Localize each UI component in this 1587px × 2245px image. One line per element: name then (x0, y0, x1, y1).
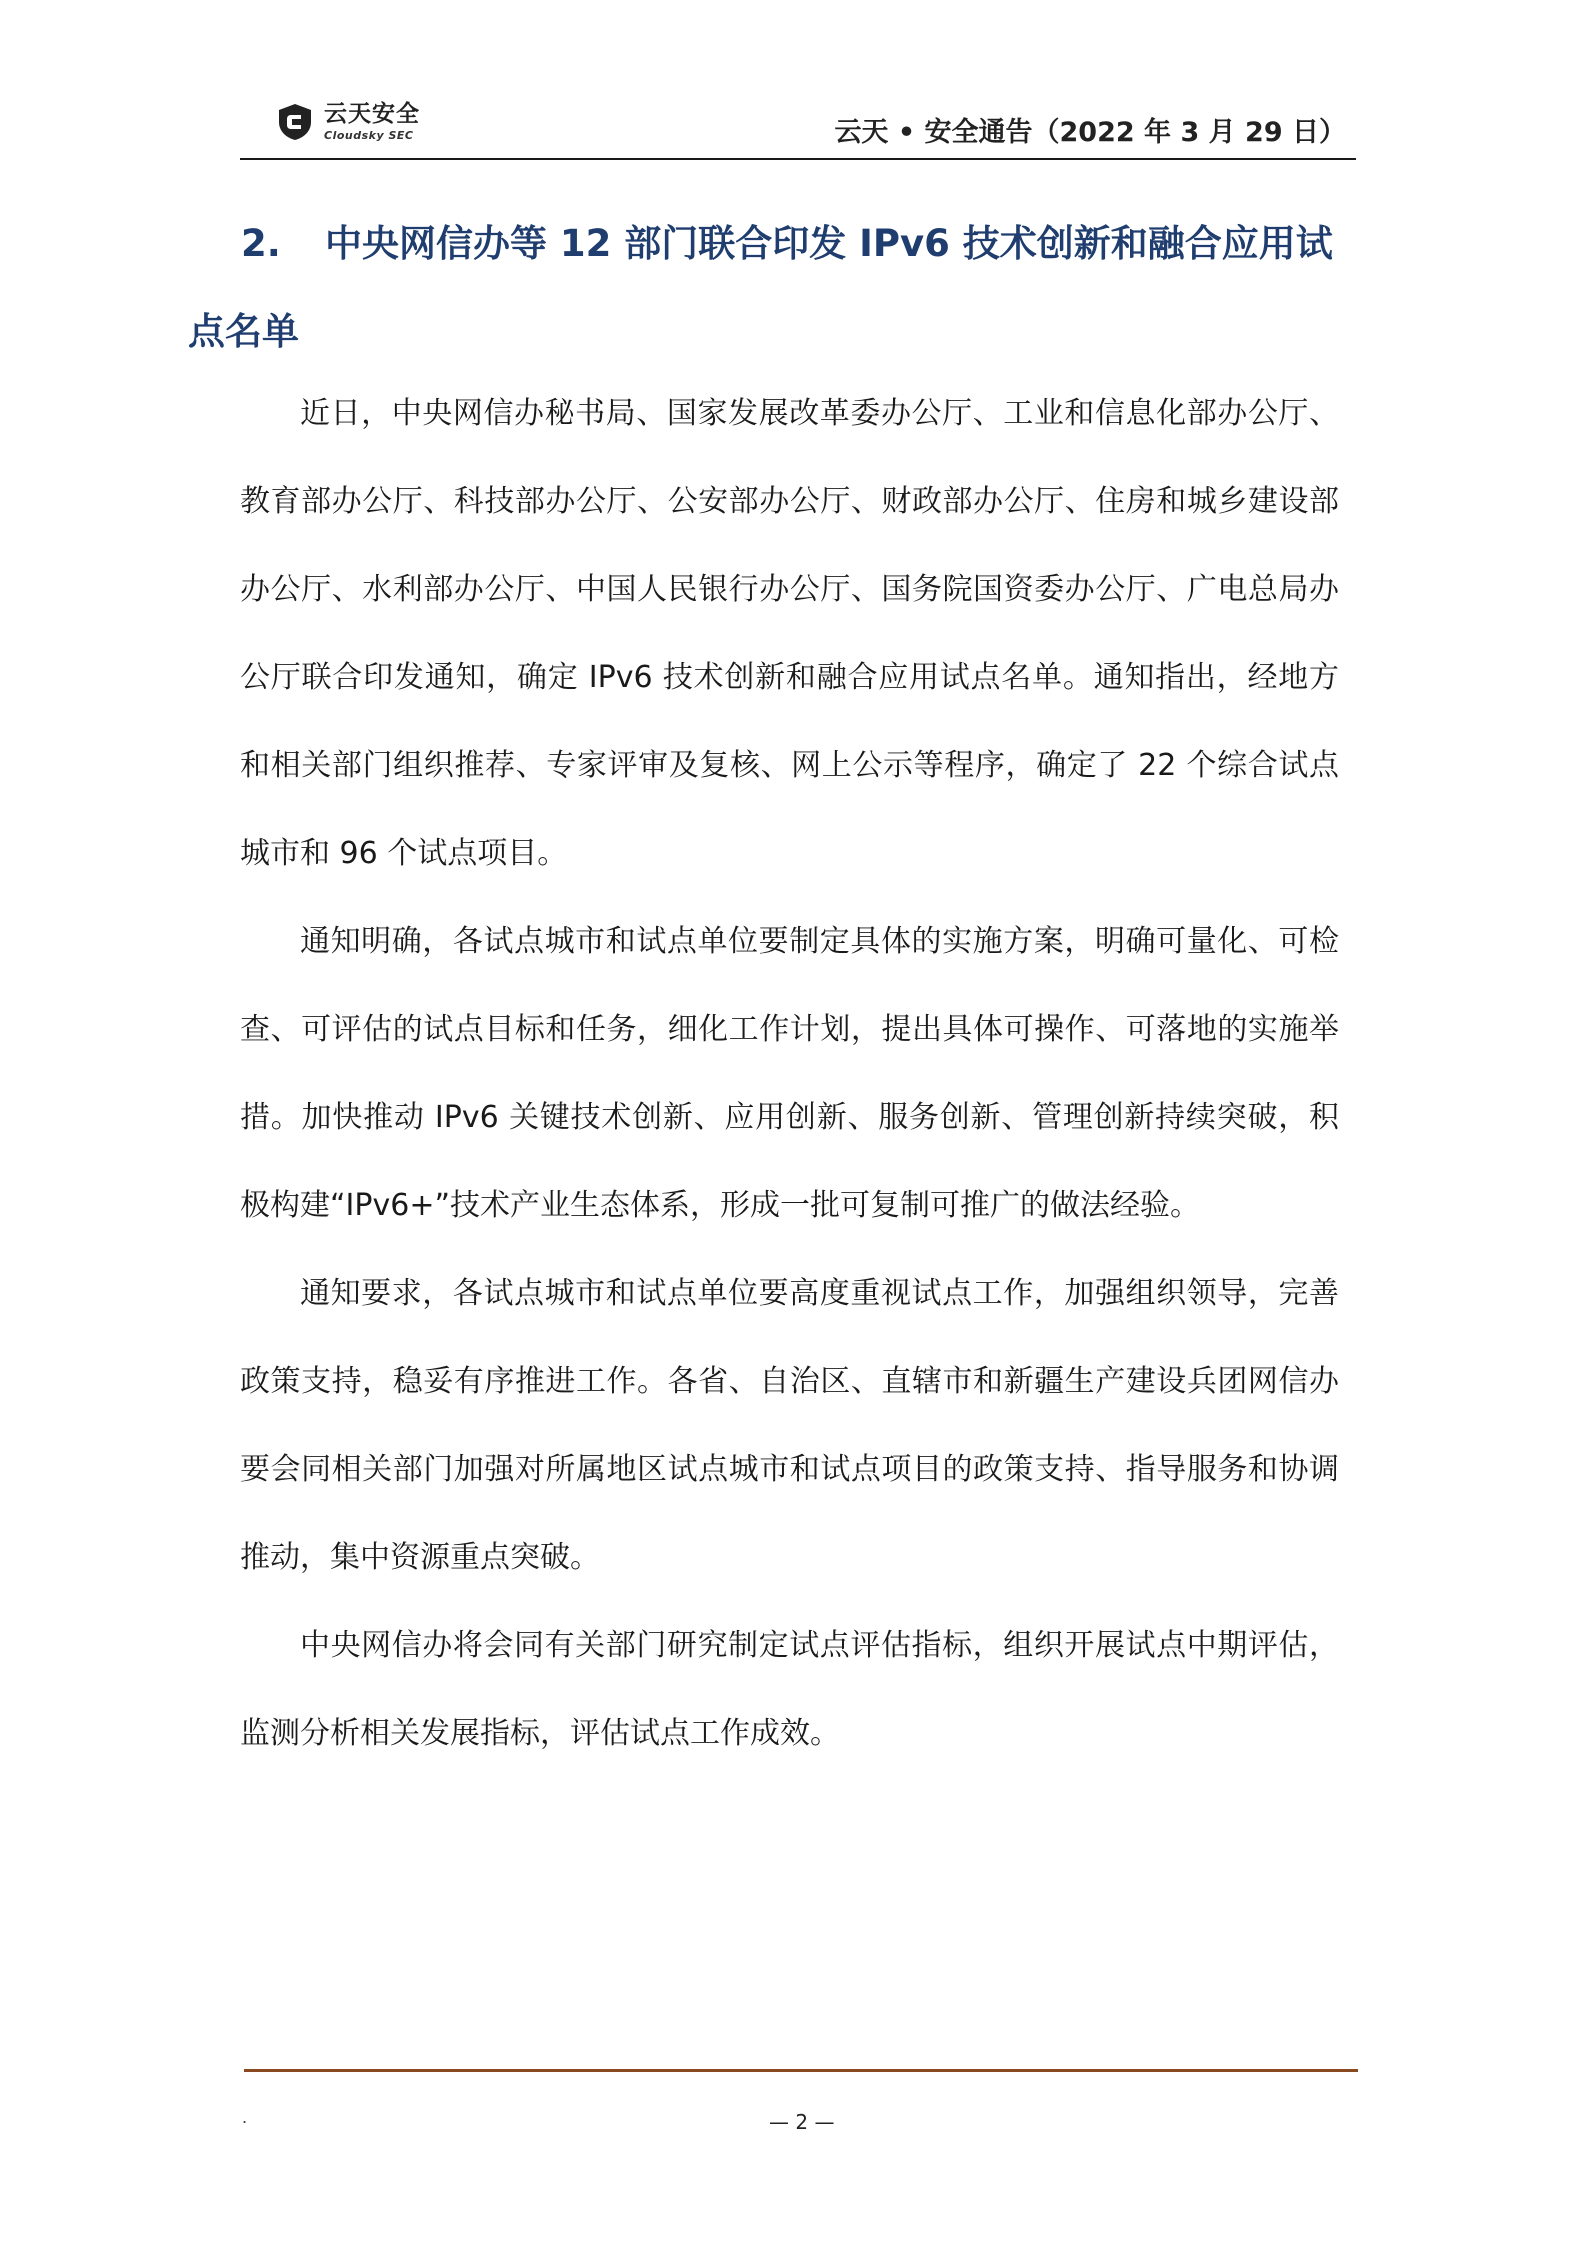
article-heading (188, 200, 1338, 376)
paragraph: 通知明确，各试点城市和试点单位要制定具体的实施方案，明确可量化、可检查、可评估的试点目标和任务，细化工作计划，提出具体可操作、可落地的实施举措。加快推动 IPv6 关键技术创新、应用创新、服务创新、管理创新持续突破，积极构建“IPv6+”技术产业生态体系，形成一批可复制可推广的做法经验。 (240, 924, 1339, 1223)
page-header (240, 92, 1356, 160)
bulletin-title: 云天 • 安全通告（2022 年 3 月 29 日） (834, 117, 1346, 148)
paragraph: 近日，中央网信办秘书局、国家发展改革委办公厅、工业和信息化部办公厅、教育部办公厅、科技部办公厅、公安部办公厅、财政部办公厅、住房和城乡建设部办公厅、水利部办公厅、中国人民银行办公厅、国务院国资委办公厅、广电总局办公厅联合印发通知，确定 IPv6 技术创新和融合应用试点名单。通知指出，经地方和相关部门组织推荐、专家评审及复核、网上公示等程序，确定了 22 个综合试点城市和 96 个试点项目。 (240, 396, 1339, 871)
cloudsky-shield-logo-icon (275, 102, 315, 142)
article-body (240, 370, 1339, 1778)
logo-text (324, 103, 420, 141)
footer-rule (244, 2069, 1358, 2072)
company-logo (275, 98, 420, 146)
logo-name-en: Cloudsky SEC (324, 129, 414, 142)
paragraph: 中央网信办将会同有关部门研究制定试点评估指标，组织开展试点中期评估，监测分析相关发展指标，评估试点工作成效。 (240, 1628, 1339, 1751)
logo-name-cn: 云天安全 (324, 101, 420, 127)
page-number: — 2 — (769, 2110, 835, 2134)
paragraph: 通知要求，各试点城市和试点单位要高度重视试点工作，加强组织领导，完善政策支持，稳妥有序推进工作。各省、自治区、直辖市和新疆生产建设兵团网信办要会同相关部门加强对所属地区试点城市和试点项目的政策支持、指导服务和协调推动，集中资源重点突破。 (240, 1276, 1339, 1575)
article-title: 中央网信办等 12 部门联合印发 IPv6 技术创新和融合应用试点名单 (188, 222, 1333, 353)
footer-dot: . (242, 2108, 248, 2127)
section-number: 2. (241, 222, 281, 265)
